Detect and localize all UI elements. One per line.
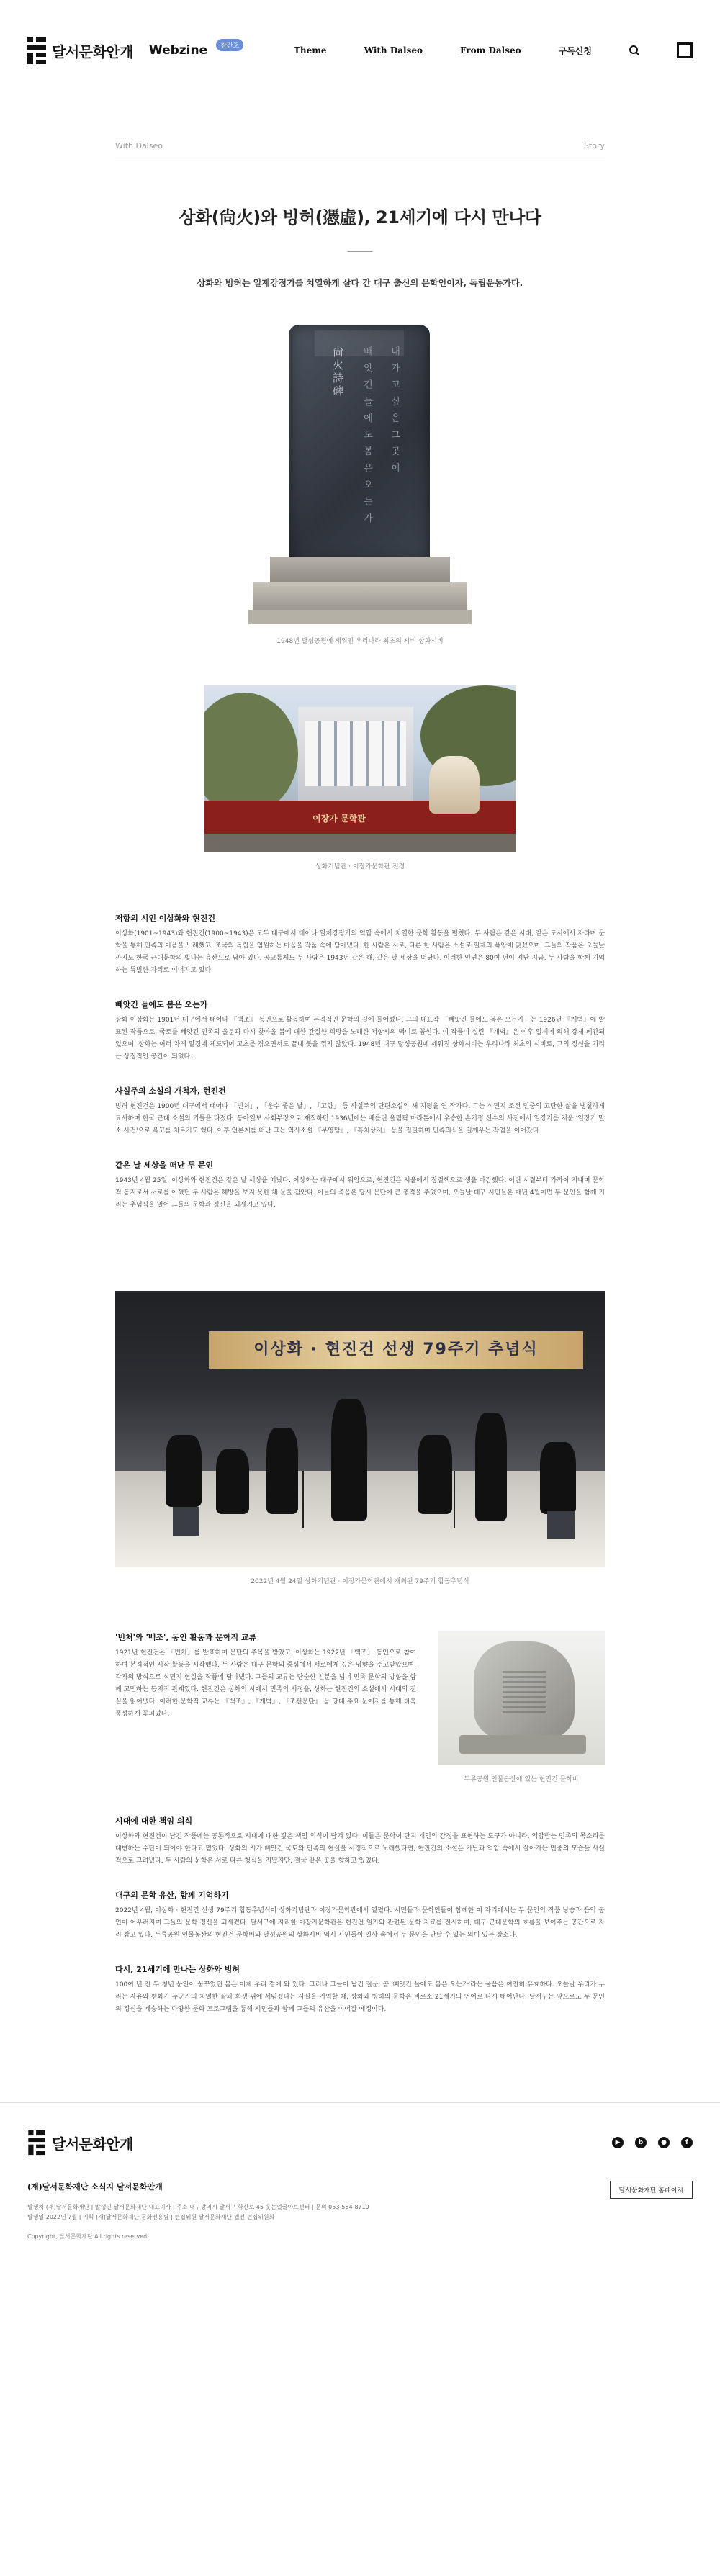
nav-theme[interactable]: Theme: [293, 45, 327, 55]
menu-icon[interactable]: [677, 42, 693, 58]
section-paragraph: 100여 년 전 두 청년 문인이 꿈꾸었던 봄은 이제 우리 곁에 와 있다. 그러나 그들이 남긴 질문, 곧 '빼앗긴 들에도 봄은 오는가'라는 물음은 여전히 유효하다. 오늘날 우리가 누리는 자유와 평화가 누군가의 치열한 삶과 희생 위에 세워졌다는 사실을 기억할 때, 상화와 빙허의 문학은 비로소 21세기의 언어로 다시 태어난다. 달서구는 앞으로도 두 문인의 정신을 계승하는 다양한 문화 프로그램을 통해 시민들과 함께 그들의 유산을 이어갈 예정이다.: [115, 1981, 605, 2013]
issue-badge: 창간호: [216, 39, 243, 51]
section-paragraph: 이상화(1901~1943)와 현진건(1900~1943)은 모두 대구에서 태어나 일제강점기의 억압 속에서 치열한 문학 활동을 펼쳤다. 두 사람은 같은 시대, 같은 도시에서 자라며 문학을 통해 민족의 아픔을 노래했고, 조국의 독립을 염원하는 마음을 작품 속에 담아냈다. 한 사람은 시로, 다른 한 사람은 소설로 일제의 폭압에 맞섰으며, 그들의 작품은 오늘날까지도 한국 근대문학의 빛나는 유산으로 남아 있다. 공교롭게도 두 사람은 1943년 같은 해, 같은 날 세상을 떠났다. 이러한 인연은 80여 년이 지난 지금, 두 사람을 함께 기억하는 특별한 자리로 이어지고 있다.: [115, 930, 605, 974]
footer-info-line: 발행일 2022년 7월 | 기획 (재)달서문화재단 문화진흥팀 | 편집위원 달서문화재단 웹진 편집위원회: [27, 2214, 275, 2220]
logo-text: 달서문화안개: [52, 42, 133, 60]
section-heading: 사실주의 소설의 개척자, 현진건: [115, 1086, 226, 1096]
museum-image: [204, 685, 516, 852]
section-4: [115, 1159, 605, 1212]
nav-with-dalseo[interactable]: With Dalseo: [364, 45, 423, 55]
footer-logo-text: 달서문화안개: [52, 2135, 133, 2153]
site-header: [0, 0, 720, 101]
caption-literary-monument: 두류공원 인물동산에 있는 현진건 문학비: [464, 1776, 579, 1783]
main-nav: [294, 0, 693, 101]
figure-museum: [115, 685, 605, 870]
section-5: [115, 1815, 605, 1868]
blog-icon[interactable]: b: [635, 2137, 647, 2148]
section-paragraph: 빙허 현진건은 1900년 대구에서 태어나 「빈처」, 「운수 좋은 날」, 「고향」 등 사실주의 단편소설의 새 지평을 연 작가다. 그는 식민지 조선 민중의 고단한 삶을 냉철하게 묘사하며 한국 근대 소설의 기틀을 다졌다. 동아일보 사회부장으로 재직하던 1936년에는 베를린 올림픽 마라톤에서 우승한 손기정 선수의 사진에서 일장기를 지운 '일장기 말소 사건'으로 옥고를 치르기도 했다. 이후 언론계를 떠난 그는 역사소설 『무영탑』, 『흑치상지』 등을 집필하며 민족의식을 일깨우는 작업을 이어갔다.: [115, 1103, 605, 1135]
caption-ceremony: 2022년 4월 24일 상화기념관 · 이장가문학관에서 개최된 79주기 합동추념식: [251, 1578, 469, 1585]
figure-ceremony: [115, 1291, 605, 1585]
ceremony-banner: 이상화 · 현진건 선생 79주기 추념식: [253, 1341, 539, 1359]
section-heading: 대구의 문학 유산, 함께 기억하기: [115, 1891, 229, 1900]
social-links: [612, 2137, 693, 2148]
article: [115, 141, 605, 870]
section-2: [115, 999, 605, 1063]
stone-engraving-2: 빼 앗 긴 들 에 도 봄 은 오 는 가: [361, 346, 372, 525]
kakao-icon[interactable]: ●: [658, 2137, 670, 2148]
section-paragraph: 상화 이상화는 1901년 대구에서 태어나 『백조』 동인으로 활동하며 본격적인 문학의 길에 들어섰다. 그의 대표작 「빼앗긴 들에도 봄은 오는가」는 1926년 『개벽』에 발표된 작품으로, 국토를 빼앗긴 민족의 울분과 다시 찾아올 봄에 대한 간절한 희망을 노래한 저항시의 백미로 꼽힌다. 이 작품이 실린 『개벽』은 이후 일제에 의해 강제 폐간되었으며, 상화는 여러 차례 일경에 체포되어 고초를 겪으면서도 끝내 붓을 꺾지 않았다. 1948년 대구 달성공원에 세워진 상화시비는 우리나라 최초의 시비로, 그의 정신을 기리는 상징적인 공간이 되었다.: [115, 1017, 605, 1060]
copyright: Copyright, 달서문화재단 All rights reserved.: [27, 2233, 149, 2240]
site-footer: [0, 2102, 720, 2265]
section-heading: 시대에 대한 책임 의식: [115, 1816, 193, 1826]
footer-org-name: (재)달서문화재단 소식지 달서문화안개: [27, 2182, 163, 2192]
monument-image: [248, 325, 472, 627]
section-heading: 다시, 21세기에 만나는 상화와 빙허: [115, 1965, 240, 1974]
section-paragraph: 1943년 4월 25일, 이상화와 현진건은 같은 날 세상을 떠났다. 이상화는 대구에서 위암으로, 현진건은 서울에서 장결핵으로 생을 마감했다. 어린 시절부터 가까이 지내며 문학적 동지로서 서로를 아꼈던 두 사람은 해방을 보지 못한 채 눈을 감았다. 이들의 죽음은 당시 문단에 큰 충격을 주었으며, 오늘날 대구 시민들은 매년 4월이면 두 문인을 함께 기리는 추념식을 열어 그들의 문학과 정신을 되새기고 있다.: [115, 1177, 605, 1209]
article-subtitle: 상화와 빙허는 일제강점기를 치열하게 살다 간 대구 출신의 문학인이자, 독립운동가다.: [197, 278, 523, 288]
title-divider: [348, 251, 372, 252]
section-paragraph: 이상화와 현진건이 남긴 작품에는 공통적으로 시대에 대한 깊은 책임 의식이 담겨 있다. 이들은 문학이 단지 개인의 감정을 표현하는 도구가 아니라, 억압받는 민족의 목소리를 대변하는 수단이 되어야 한다고 믿었다. 상화의 시가 빼앗긴 국토와 민족의 현실을 서정적으로 노래했다면, 현진건의 소설은 가난과 억압 속에서 살아가는 민중의 모습을 사실적으로 그려냈다. 두 사람의 문학은 서로 다른 형식을 지녔지만, 결국 같은 곳을 향하고 있었다.: [115, 1833, 605, 1865]
search-icon[interactable]: [629, 45, 639, 55]
footer-info: [27, 2202, 369, 2223]
article-body: [115, 912, 605, 2016]
section-6: [115, 1889, 605, 1942]
section-paragraph: 2022년 4월, 이상화 · 현진건 선생 79주기 합동추념식이 상화기념관과 이장가문학관에서 열렸다. 시민들과 문학인들이 함께한 이 자리에서는 두 문인의 작품 낭송과 음악 공연이 어우러지며 그들의 문학 정신을 되새겼다. 달서구에 자리한 이장가문학관은 현진건 일가와 관련된 문학 자료를 전시하며, 대구 근대문학의 흐름을 보여주는 공간으로 자리 잡고 있다. 두류공원 인물동산의 현진건 문학비와 달성공원의 상화시비 역시 시민들이 일상 속에서 두 문인을 만날 수 있는 의미 있는 장소다.: [115, 1907, 605, 1939]
caption-monument: 1948년 달성공원에 세워진 우리나라 최초의 시비 상화시비: [276, 638, 444, 645]
site-logo[interactable]: [27, 37, 243, 64]
footer-info-line: 발행처 (재)달서문화재단 | 발행인 달서문화재단 대표이사 | 주소 대구광역시 달서구 학산로 45 웃는얼굴아트센터 | 문의 053-584-8719: [27, 2204, 369, 2210]
caption-museum: 상화기념관 · 이장가문학관 전경: [315, 863, 405, 870]
figure-literary-monument: [438, 1631, 605, 1783]
article-category[interactable]: With Dalseo: [115, 141, 163, 150]
article-title: 상화(尙火)와 빙허(憑虛), 21세기에 다시 만나다: [179, 207, 541, 228]
section-heading: '빈처'와 '백조', 동인 활동과 문학적 교류: [115, 1633, 257, 1642]
facebook-icon[interactable]: f: [681, 2137, 693, 2148]
aside-section: [115, 1631, 416, 1721]
section-heading: 빼앗긴 들에도 봄은 오는가: [115, 1000, 208, 1009]
logo-mark-icon: [28, 2130, 45, 2155]
nav-subscribe[interactable]: 구독신청: [558, 45, 592, 56]
article-type: Story: [583, 141, 605, 150]
section-paragraph: 1921년 현진건은 「빈처」를 발표하며 문단의 주목을 받았고, 이상화는 1922년 「백조」 동인으로 참여하며 본격적인 시작 활동을 시작했다. 두 사람은 대구 문학의 중심에서 서로에게 깊은 영향을 주고받았으며, 각자의 방식으로 식민지 현실을 작품에 담아냈다. 그들의 교류는 단순한 친분을 넘어 민족 문학의 방향을 함께 고민하는 동지적 관계였다. 현진건은 상화의 시에서 민족의 서정을, 상화는 현진건의 소설에서 시대의 진실을 읽어냈다. 이러한 문학적 교류는 『백조』, 『개벽』, 『조선문단』 등 당대 주요 문예지를 통해 더욱 풍성하게 꽃피었다.: [115, 1649, 416, 1718]
stone-engraving-head: 尙火詩碑: [331, 346, 344, 398]
museum-wall-sign: 이장가 문학관: [312, 814, 366, 824]
nav-from-dalseo[interactable]: From Dalseo: [459, 45, 521, 55]
literary-monument-image: [438, 1631, 605, 1765]
section-3: [115, 1085, 605, 1138]
section-7: [115, 1963, 605, 2016]
logo-mark-icon: [27, 37, 46, 64]
ceremony-image: [115, 1291, 605, 1567]
article-meta: [115, 141, 605, 158]
figure-monument: [115, 325, 605, 645]
stone-engraving-1: 내 가 고 싶 은 그 곳 이: [389, 346, 400, 474]
foundation-homepage-button[interactable]: 달서문화재단 홈페이지: [610, 2181, 693, 2199]
section-heading: 저항의 시인 이상화와 현진건: [115, 914, 215, 923]
youtube-icon[interactable]: ▶: [612, 2137, 624, 2148]
webzine-label: Webzine: [148, 43, 208, 58]
section-1: [115, 912, 605, 977]
two-column-block: [115, 1631, 605, 1783]
footer-logo[interactable]: [27, 2129, 133, 2156]
section-heading: 같은 날 세상을 떠난 두 문인: [115, 1161, 214, 1170]
